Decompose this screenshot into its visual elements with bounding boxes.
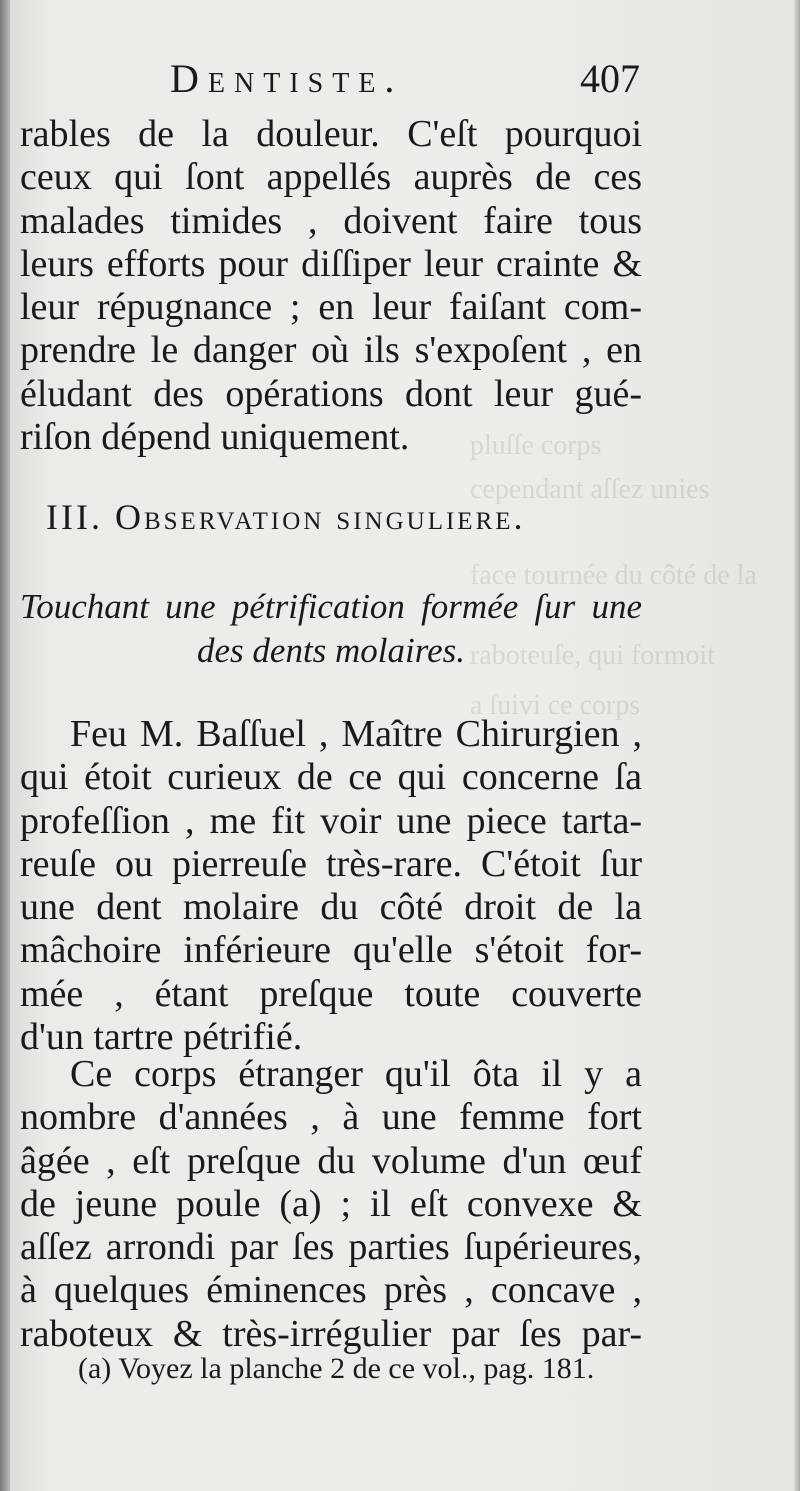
text-line: éludant des opérations dont leur gué- xyxy=(20,372,642,415)
text-line: une dent molaire du côté droit de la xyxy=(20,886,642,929)
subtitle-line: des dents molaires. xyxy=(197,631,465,670)
text-line: mâchoire inférieure qu'elle s'étoit for- xyxy=(20,929,642,972)
text-line: malades timides , doivent faire tous xyxy=(20,199,642,242)
text-line: leur répugnance ; en leur faiſant com- xyxy=(20,286,642,329)
text-line: qui étoit curieux de ce qui concerne ſa xyxy=(20,756,642,799)
page-header xyxy=(170,55,640,105)
text-line: Feu M. Baſſuel , Maître Chirurgien , xyxy=(70,713,642,755)
show-through-text: pluſſe corps xyxy=(470,430,602,461)
text-line: mée , étant preſque toute couverte xyxy=(20,972,642,1015)
text-line: ceux qui ſont appellés auprès de ces xyxy=(20,156,642,199)
running-head: Dentiste. xyxy=(170,56,404,101)
text-line: rables de la douleur. C'eſt pourquoi xyxy=(20,113,642,155)
page-gutter-shadow xyxy=(0,0,10,1491)
paragraph-bassuel xyxy=(20,713,642,1059)
page-edge xyxy=(794,0,800,1491)
text-line: à quelques éminences près , concave , xyxy=(20,1269,642,1312)
show-through-text: a ſuivi ce corps xyxy=(470,690,641,721)
text-line: profeſſion , me fit voir une piece tarta- xyxy=(20,799,642,842)
text-line: riſon dépend uniquement. xyxy=(20,416,410,459)
text-line: âgée , eſt preſque du volume d'un œuf xyxy=(20,1139,642,1182)
paragraph-corps-etranger xyxy=(20,1053,642,1356)
page-number: 407 xyxy=(580,56,640,101)
show-through-text: cependant aſſez unies xyxy=(470,474,710,505)
show-through-text: raboteuſe, qui formoit xyxy=(470,640,715,671)
text-line: reuſe ou pierreuſe très-rare. C'étoit ſur xyxy=(20,842,642,885)
footnote: (a) Voyez la planche 2 de ce vol., pag. 181. xyxy=(78,1352,595,1385)
show-through-text: face tournée du côté de la xyxy=(470,560,757,591)
text-line: d'un tartre pétrifié. xyxy=(20,1016,303,1059)
text-line: nombre d'années , à une femme fort xyxy=(20,1096,642,1139)
text-line: aſſez arrondi par ſes parties ſupérieures, xyxy=(20,1226,642,1269)
text-line: raboteux & très-irrégulier par ſes par- xyxy=(20,1312,642,1355)
text-line: leurs efforts pour diſſiper leur crainte & xyxy=(20,242,642,285)
text-line: prendre le danger où ils s'expoſent , en xyxy=(20,329,642,372)
paragraph-continuation xyxy=(20,113,642,459)
text-line: de jeune poule (a) ; il eſt convexe & xyxy=(20,1182,642,1225)
text-line: Ce corps étranger qu'il ôta il y a xyxy=(70,1053,642,1095)
section-heading: III. Observation singuliere. xyxy=(46,497,526,537)
section-subtitle xyxy=(20,585,642,673)
subtitle-line: Touchant une pétrification formée ſur une xyxy=(20,587,642,626)
